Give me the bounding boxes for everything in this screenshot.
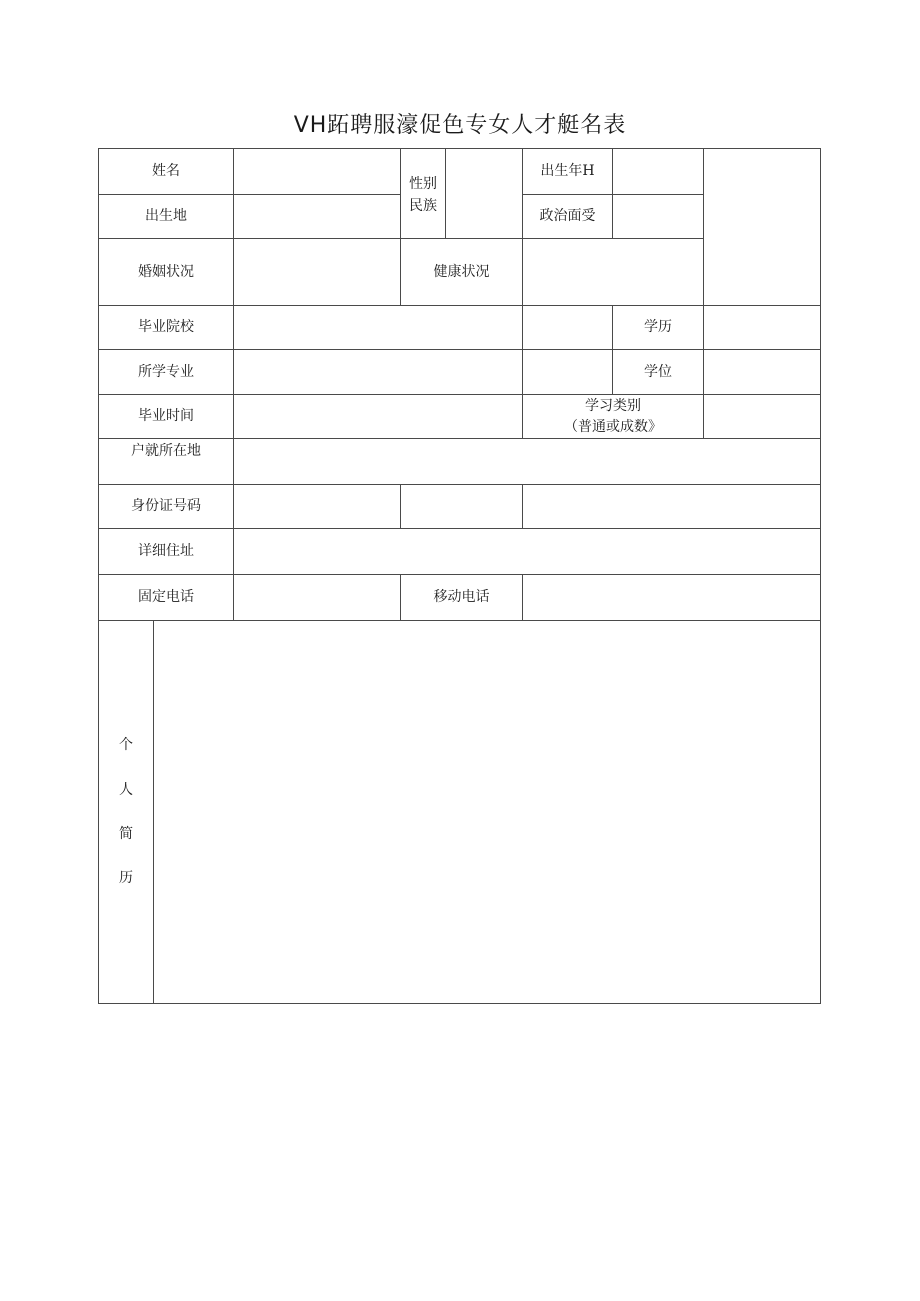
major-field[interactable] — [234, 350, 522, 394]
label-political-status: 政治面受 — [539, 208, 596, 225]
resume-char: 人 — [119, 781, 133, 798]
label-study-type-line1: 学习类别 — [585, 398, 641, 415]
label-education: 学历 — [644, 319, 672, 336]
grid-line — [98, 1003, 821, 1004]
label-major: 所学专业 — [138, 363, 194, 380]
marital-status-field[interactable] — [234, 239, 400, 305]
label-graduate-school: 毕业院校 — [138, 319, 194, 336]
graduation-time-field[interactable] — [234, 395, 522, 438]
resume-field[interactable] — [154, 621, 820, 1003]
label-address: 详细住址 — [138, 543, 194, 560]
label-study-type-line2: （普通或成数》 — [564, 418, 662, 435]
graduate-school-field[interactable] — [234, 306, 522, 349]
form-title: VH跖聘服濠促色专女人才艇名表 — [293, 113, 627, 138]
birthplace-field[interactable] — [234, 195, 400, 238]
label-household-location: 户就所在地 — [131, 443, 201, 459]
label-ethnicity: 民族 — [409, 197, 437, 214]
label-degree: 学位 — [644, 363, 672, 380]
id-number-extra-field-2[interactable] — [523, 485, 820, 528]
degree-field[interactable] — [704, 350, 820, 394]
label-health-status: 健康状况 — [433, 263, 490, 280]
id-number-field[interactable] — [234, 485, 400, 528]
health-status-field[interactable] — [523, 239, 703, 305]
resume-char: 历 — [119, 870, 133, 887]
label-birthplace: 出生地 — [145, 208, 187, 225]
resume-char: 个 — [119, 737, 133, 754]
address-field[interactable] — [234, 529, 820, 574]
resume-char: 简 — [119, 826, 133, 842]
label-mobile: 移动电话 — [433, 589, 490, 606]
ethnicity-field[interactable] — [446, 195, 522, 238]
label-gender: 性别 — [409, 175, 437, 192]
label-study-type — [523, 395, 703, 438]
label-birth-date: 出生年H — [540, 163, 595, 180]
label-graduation-time: 毕业时间 — [138, 408, 194, 425]
label-name: 姓名 — [152, 163, 180, 180]
photo-area[interactable] — [704, 149, 820, 305]
gender-field[interactable] — [446, 149, 522, 194]
id-number-extra-field[interactable] — [401, 485, 522, 528]
birth-date-field[interactable] — [613, 149, 703, 194]
political-status-field[interactable] — [613, 195, 703, 238]
education-field[interactable] — [704, 306, 820, 349]
grid-line — [820, 148, 821, 1004]
study-type-field[interactable] — [704, 395, 820, 438]
label-id-number: 身份证号码 — [131, 498, 201, 515]
name-field[interactable] — [234, 149, 400, 194]
label-resume — [99, 621, 153, 1003]
household-location-field[interactable] — [234, 439, 820, 484]
label-marital-status: 婚姻状况 — [138, 263, 194, 280]
major-extra-field[interactable] — [523, 350, 612, 394]
graduate-school-extra-field[interactable] — [523, 306, 612, 349]
mobile-field[interactable] — [523, 575, 820, 620]
label-landline: 固定电话 — [138, 589, 194, 606]
landline-field[interactable] — [234, 575, 400, 620]
